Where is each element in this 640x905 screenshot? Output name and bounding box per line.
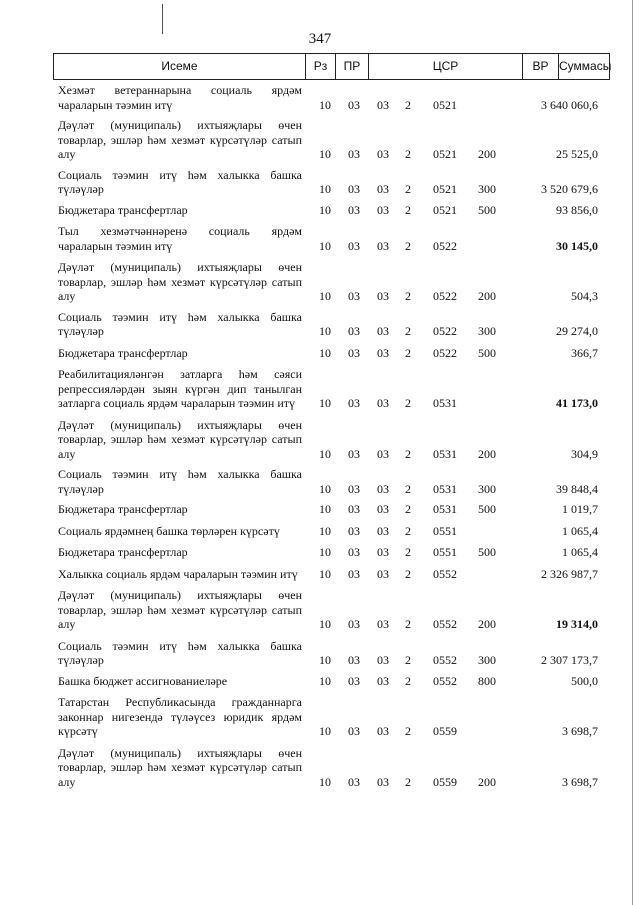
row-csr-1: 03 (377, 182, 389, 196)
row-vr: 500 (478, 502, 496, 516)
row-vr: 500 (478, 345, 496, 360)
row-pr: 03 (348, 724, 360, 738)
row-pr: 03 (348, 523, 360, 538)
table-row (58, 309, 608, 339)
row-sum: 29 274,0 (556, 324, 598, 338)
row-vr: 300 (478, 481, 496, 496)
row-rz: 10 (319, 147, 331, 161)
row-pr: 03 (348, 147, 360, 161)
row-csr-2: 2 (405, 617, 411, 631)
row-csr-2: 2 (405, 324, 411, 338)
row-sum: 1 019,7 (562, 502, 598, 516)
row-vr: 500 (478, 202, 496, 217)
row-name: Бюджетара трансфертлар (58, 545, 188, 559)
row-sum: 41 173,0 (556, 396, 598, 410)
table-row (58, 345, 608, 361)
row-sum: 3 640 060,6 (541, 97, 598, 112)
row-csr-3: 0552 (433, 617, 457, 631)
row-sum: 2 307 173,7 (541, 653, 598, 667)
header-vr: ВР (522, 54, 558, 79)
row-pr: 03 (348, 617, 360, 631)
row-vr: 200 (478, 147, 496, 161)
row-name: Дәүләт (муниципаль) ихтыяҗлары өчен товарлар, эшләр һәм хезмәт күрсәтүләр сатып алу (58, 588, 302, 631)
row-csr-2: 2 (405, 238, 411, 253)
row-rz: 10 (319, 396, 331, 410)
row-csr-3: 0521 (433, 97, 457, 112)
row-csr-2: 2 (405, 182, 411, 196)
row-csr-2: 2 (405, 566, 411, 581)
row-csr-3: 0559 (433, 724, 457, 738)
table-row (58, 167, 608, 197)
row-sum: 19 314,0 (556, 617, 598, 631)
row-sum: 93 856,0 (556, 202, 598, 217)
row-csr-1: 03 (377, 617, 389, 631)
row-csr-2: 2 (405, 97, 411, 112)
row-name: Дәүләт (муниципаль) ихтыяҗлары өчен товарлар, эшләр һәм хезмәт күрсәтүләр сатып алу (58, 118, 302, 161)
row-sum: 30 145,0 (556, 238, 598, 253)
row-sum: 500,0 (571, 673, 598, 688)
row-csr-1: 03 (377, 545, 389, 559)
row-rz: 10 (319, 566, 331, 581)
row-pr: 03 (348, 446, 360, 461)
header-pr: ПР (335, 54, 368, 79)
row-vr: 300 (478, 182, 496, 196)
row-pr: 03 (348, 774, 360, 789)
row-name: Социаль тәэмин итү һәм халыкка башка түләүләр (58, 309, 302, 338)
table-row (58, 745, 608, 790)
table-row (58, 259, 608, 304)
row-pr: 03 (348, 502, 360, 516)
scan-edge-line (632, 0, 633, 905)
row-csr-3: 0552 (433, 673, 457, 688)
row-pr: 03 (348, 289, 360, 303)
table-row (58, 673, 608, 689)
header-rz: Рз (305, 54, 335, 79)
row-sum: 3 520 679,6 (541, 182, 598, 196)
row-name: Халыкка социаль ярдәм чараларын тәэмин итү (58, 566, 298, 581)
row-csr-1: 03 (377, 345, 389, 360)
row-vr: 800 (478, 673, 496, 688)
row-name: Дәүләт (муниципаль) ихтыяҗлары өчен товарлар, эшләр һәм хезмәт күрсәтүләр сатып алу (58, 417, 302, 461)
table-row (58, 466, 608, 496)
row-csr-1: 03 (377, 653, 389, 667)
row-rz: 10 (319, 238, 331, 253)
row-csr-3: 0522 (433, 238, 457, 253)
row-csr-2: 2 (405, 345, 411, 360)
row-csr-1: 03 (377, 202, 389, 217)
row-pr: 03 (348, 481, 360, 496)
row-rz: 10 (319, 502, 331, 516)
header-sum: Суммасы (558, 54, 609, 79)
row-name: Бюджетара трансфертлар (58, 202, 188, 217)
row-name: Тыл хезмәтчәннәренә социаль ярдәм чараларын тәэмин итү (58, 224, 302, 253)
row-pr: 03 (348, 545, 360, 559)
row-csr-1: 03 (377, 238, 389, 253)
row-csr-3: 0522 (433, 289, 457, 303)
table-row (58, 638, 608, 668)
row-pr: 03 (348, 324, 360, 338)
row-csr-2: 2 (405, 202, 411, 217)
row-csr-1: 03 (377, 396, 389, 410)
row-csr-2: 2 (405, 673, 411, 688)
row-rz: 10 (319, 324, 331, 338)
row-name: Татарстан Республикасында гражданнарга законнар нигезендә түләүсез юридик ярдәм күрсәтү (58, 695, 302, 738)
row-csr-1: 03 (377, 673, 389, 688)
row-csr-3: 0521 (433, 182, 457, 196)
table-row (58, 117, 608, 162)
row-name: Социаль тәэмин итү һәм халыкка башка түләүләр (58, 638, 302, 667)
row-name: Социаль тәэмин итү һәм халыкка башка түләүләр (58, 167, 302, 196)
scan-mark-line (162, 4, 163, 34)
row-vr: 500 (478, 545, 496, 559)
row-csr-3: 0552 (433, 653, 457, 667)
table-row (58, 366, 608, 411)
row-rz: 10 (319, 523, 331, 538)
table-row (58, 694, 608, 739)
row-csr-1: 03 (377, 502, 389, 516)
row-pr: 03 (348, 396, 360, 410)
row-sum: 2 326 987,7 (541, 566, 598, 581)
table-body (58, 82, 608, 789)
header-name: Исеме (161, 59, 198, 73)
row-csr-2: 2 (405, 446, 411, 461)
row-csr-1: 03 (377, 289, 389, 303)
row-csr-3: 0551 (433, 523, 457, 538)
table-row (58, 82, 608, 112)
row-vr: 300 (478, 324, 496, 338)
row-csr-2: 2 (405, 147, 411, 161)
row-sum: 1 065,4 (562, 523, 598, 538)
row-name: Реабилитацияләнгән затларга һәм сәяси репрессияләрдән зыян күргән дип танылган затларга социаль ярдәм чараларын тәэмин итү (58, 367, 302, 410)
row-pr: 03 (348, 182, 360, 196)
row-csr-3: 0551 (433, 545, 457, 559)
table-row (58, 587, 608, 632)
row-csr-2: 2 (405, 396, 411, 410)
row-csr-2: 2 (405, 523, 411, 538)
table-row (58, 223, 608, 253)
row-csr-3: 0559 (433, 774, 457, 789)
row-pr: 03 (348, 202, 360, 217)
row-csr-1: 03 (377, 147, 389, 161)
row-name: Дәүләт (муниципаль) ихтыяҗлары өчен товарлар, эшләр һәм хезмәт күрсәтүләр сатып алу (58, 745, 302, 789)
row-pr: 03 (348, 566, 360, 581)
row-sum: 504,3 (571, 289, 598, 303)
page-number: 347 (308, 31, 332, 47)
row-name: Дәүләт (муниципаль) ихтыяҗлары өчен товарлар, эшләр һәм хезмәт күрсәтүләр сатып алу (58, 260, 302, 303)
row-rz: 10 (319, 724, 331, 738)
row-rz: 10 (319, 97, 331, 112)
row-rz: 10 (319, 774, 331, 789)
row-csr-1: 03 (377, 774, 389, 789)
table-row (58, 202, 608, 218)
table-row (58, 523, 608, 539)
row-csr-2: 2 (405, 724, 411, 738)
row-csr-3: 0521 (433, 202, 457, 217)
row-csr-2: 2 (405, 653, 411, 667)
row-csr-2: 2 (405, 481, 411, 496)
row-vr: 200 (478, 446, 496, 461)
row-rz: 10 (319, 617, 331, 631)
row-csr-3: 0531 (433, 446, 457, 461)
row-rz: 10 (319, 446, 331, 461)
row-csr-1: 03 (377, 566, 389, 581)
row-pr: 03 (348, 673, 360, 688)
row-rz: 10 (319, 481, 331, 496)
row-csr-3: 0521 (433, 147, 457, 161)
row-csr-3: 0531 (433, 502, 457, 516)
row-name: Хезмәт ветераннарына социаль ярдәм чараларын тәэмин итү (58, 83, 302, 112)
row-sum: 304,9 (571, 446, 598, 461)
row-csr-1: 03 (377, 523, 389, 538)
row-csr-3: 0522 (433, 345, 457, 360)
header-csr: ЦСР (368, 54, 522, 79)
row-pr: 03 (348, 238, 360, 253)
row-pr: 03 (348, 653, 360, 667)
row-sum: 25 525,0 (556, 147, 598, 161)
row-sum: 39 848,4 (556, 481, 598, 496)
row-rz: 10 (319, 182, 331, 196)
row-csr-1: 03 (377, 724, 389, 738)
row-name: Бюджетара трансфертлар (58, 345, 188, 360)
table-row (58, 501, 608, 517)
row-csr-1: 03 (377, 446, 389, 461)
row-sum: 366,7 (571, 345, 598, 360)
table-header (53, 53, 610, 80)
row-sum: 1 065,4 (562, 545, 598, 559)
row-csr-3: 0531 (433, 396, 457, 410)
row-name: Бюджетара трансфертлар (58, 502, 188, 516)
row-csr-2: 2 (405, 774, 411, 789)
row-csr-3: 0552 (433, 566, 457, 581)
row-rz: 10 (319, 289, 331, 303)
row-name: Социаль тәэмин итү һәм халыкка башка түләүләр (58, 467, 302, 496)
row-csr-2: 2 (405, 289, 411, 303)
row-pr: 03 (348, 345, 360, 360)
table-row (58, 544, 608, 560)
row-pr: 03 (348, 97, 360, 112)
row-csr-1: 03 (377, 97, 389, 112)
row-vr: 300 (478, 653, 496, 667)
row-csr-1: 03 (377, 324, 389, 338)
row-sum: 3 698,7 (562, 774, 598, 789)
row-rz: 10 (319, 673, 331, 688)
row-csr-3: 0531 (433, 481, 457, 496)
table-row (58, 566, 608, 582)
row-rz: 10 (319, 545, 331, 559)
row-vr: 200 (478, 289, 496, 303)
table-row (58, 417, 608, 462)
row-name: Социаль ярдәмнең башка төрләрен күрсәтү (58, 523, 280, 538)
row-csr-1: 03 (377, 481, 389, 496)
row-csr-3: 0522 (433, 324, 457, 338)
row-name: Башка бюджет ассигнованиеләре (58, 673, 228, 688)
row-vr: 200 (478, 617, 496, 631)
row-sum: 3 698,7 (562, 724, 598, 738)
row-csr-2: 2 (405, 545, 411, 559)
row-csr-2: 2 (405, 502, 411, 516)
row-vr: 200 (478, 774, 496, 789)
row-rz: 10 (319, 653, 331, 667)
row-rz: 10 (319, 202, 331, 217)
row-rz: 10 (319, 345, 331, 360)
